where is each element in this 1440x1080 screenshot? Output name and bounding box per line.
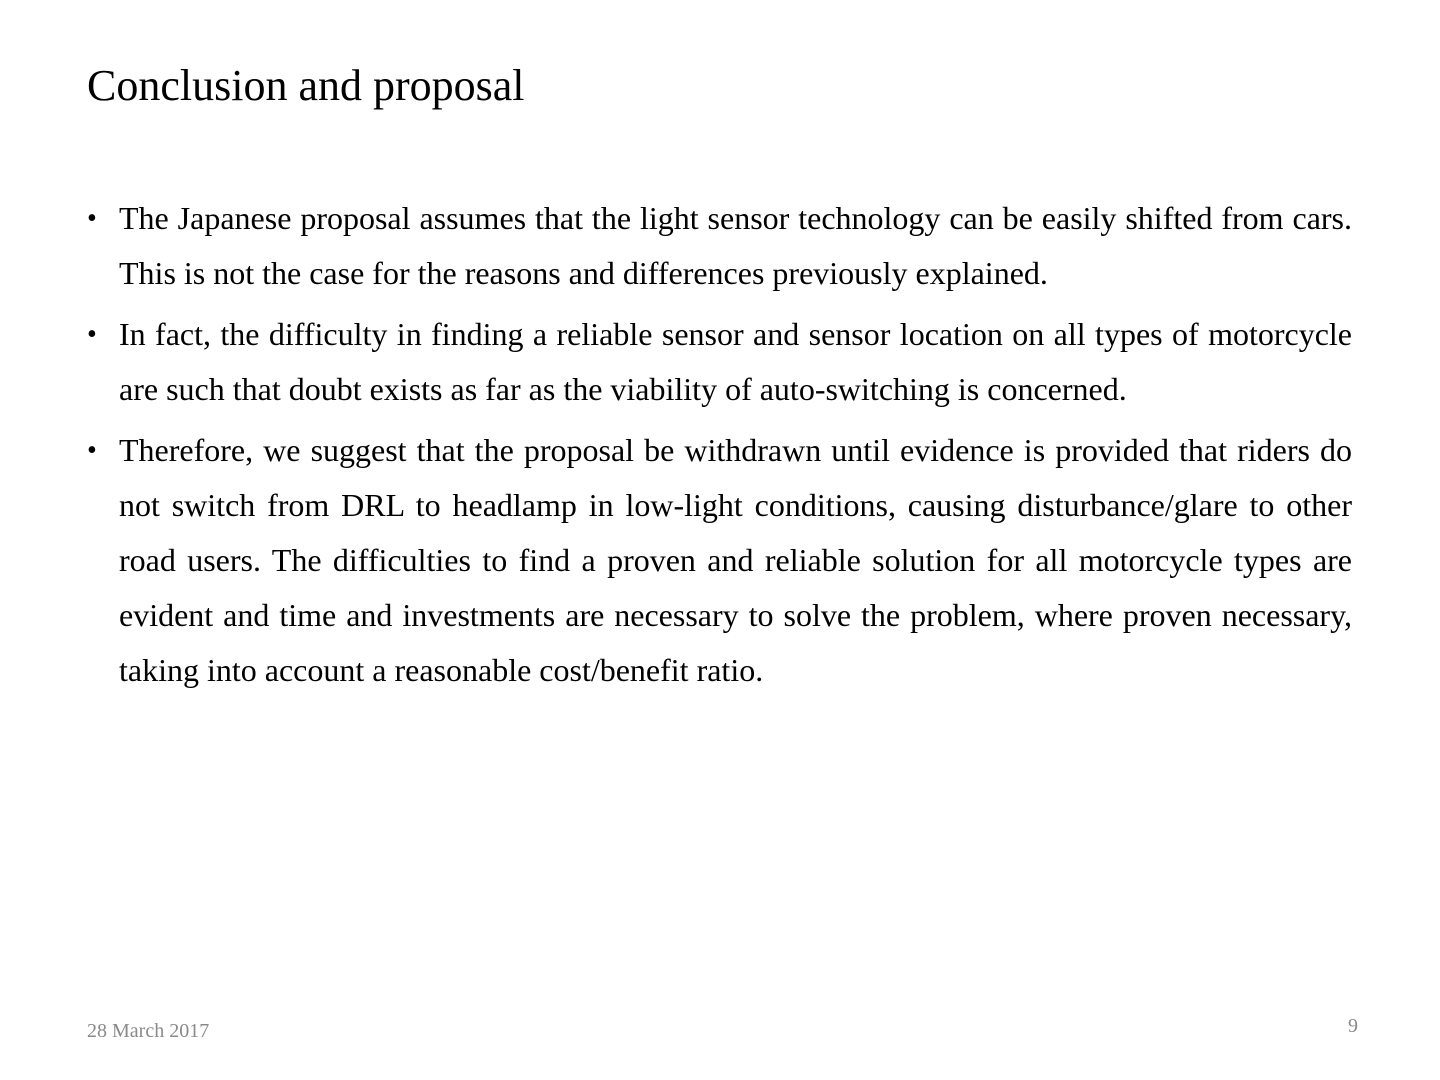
bullet-item: [87, 191, 1352, 301]
bullet-item: [87, 307, 1352, 417]
bullet-marker: •: [87, 319, 97, 350]
bullet-item: [87, 423, 1352, 698]
bullet-text: The Japanese proposal assumes that the light sensor technology can be easily shifted from cars. This is not the case for the reasons and differences previously explained.: [119, 200, 1352, 291]
bullet-list: [87, 191, 1352, 704]
footer-date: 28 March 2017: [87, 1020, 210, 1042]
bullet-text: In fact, the difficulty in finding a reliable sensor and sensor location on all types of motorcycle are such that doubt exists as far as the viability of auto-switching is concerned.: [119, 316, 1352, 407]
page-number: 9: [1348, 1015, 1358, 1037]
bullet-marker: •: [87, 435, 97, 466]
slide-title: Conclusion and proposal: [87, 61, 525, 110]
bullet-marker: •: [87, 203, 97, 234]
bullet-text: Therefore, we suggest that the proposal be withdrawn until evidence is provided that riders do not switch from DRL to headlamp in low-light conditions, causing disturbance/glare to other road users. The difficulties to find a proven and reliable solution for all motorcycle types are evident and time and investments are necessary to solve the problem, where proven necessary, taking into account a reasonable cost/benefit ratio.: [119, 432, 1352, 688]
